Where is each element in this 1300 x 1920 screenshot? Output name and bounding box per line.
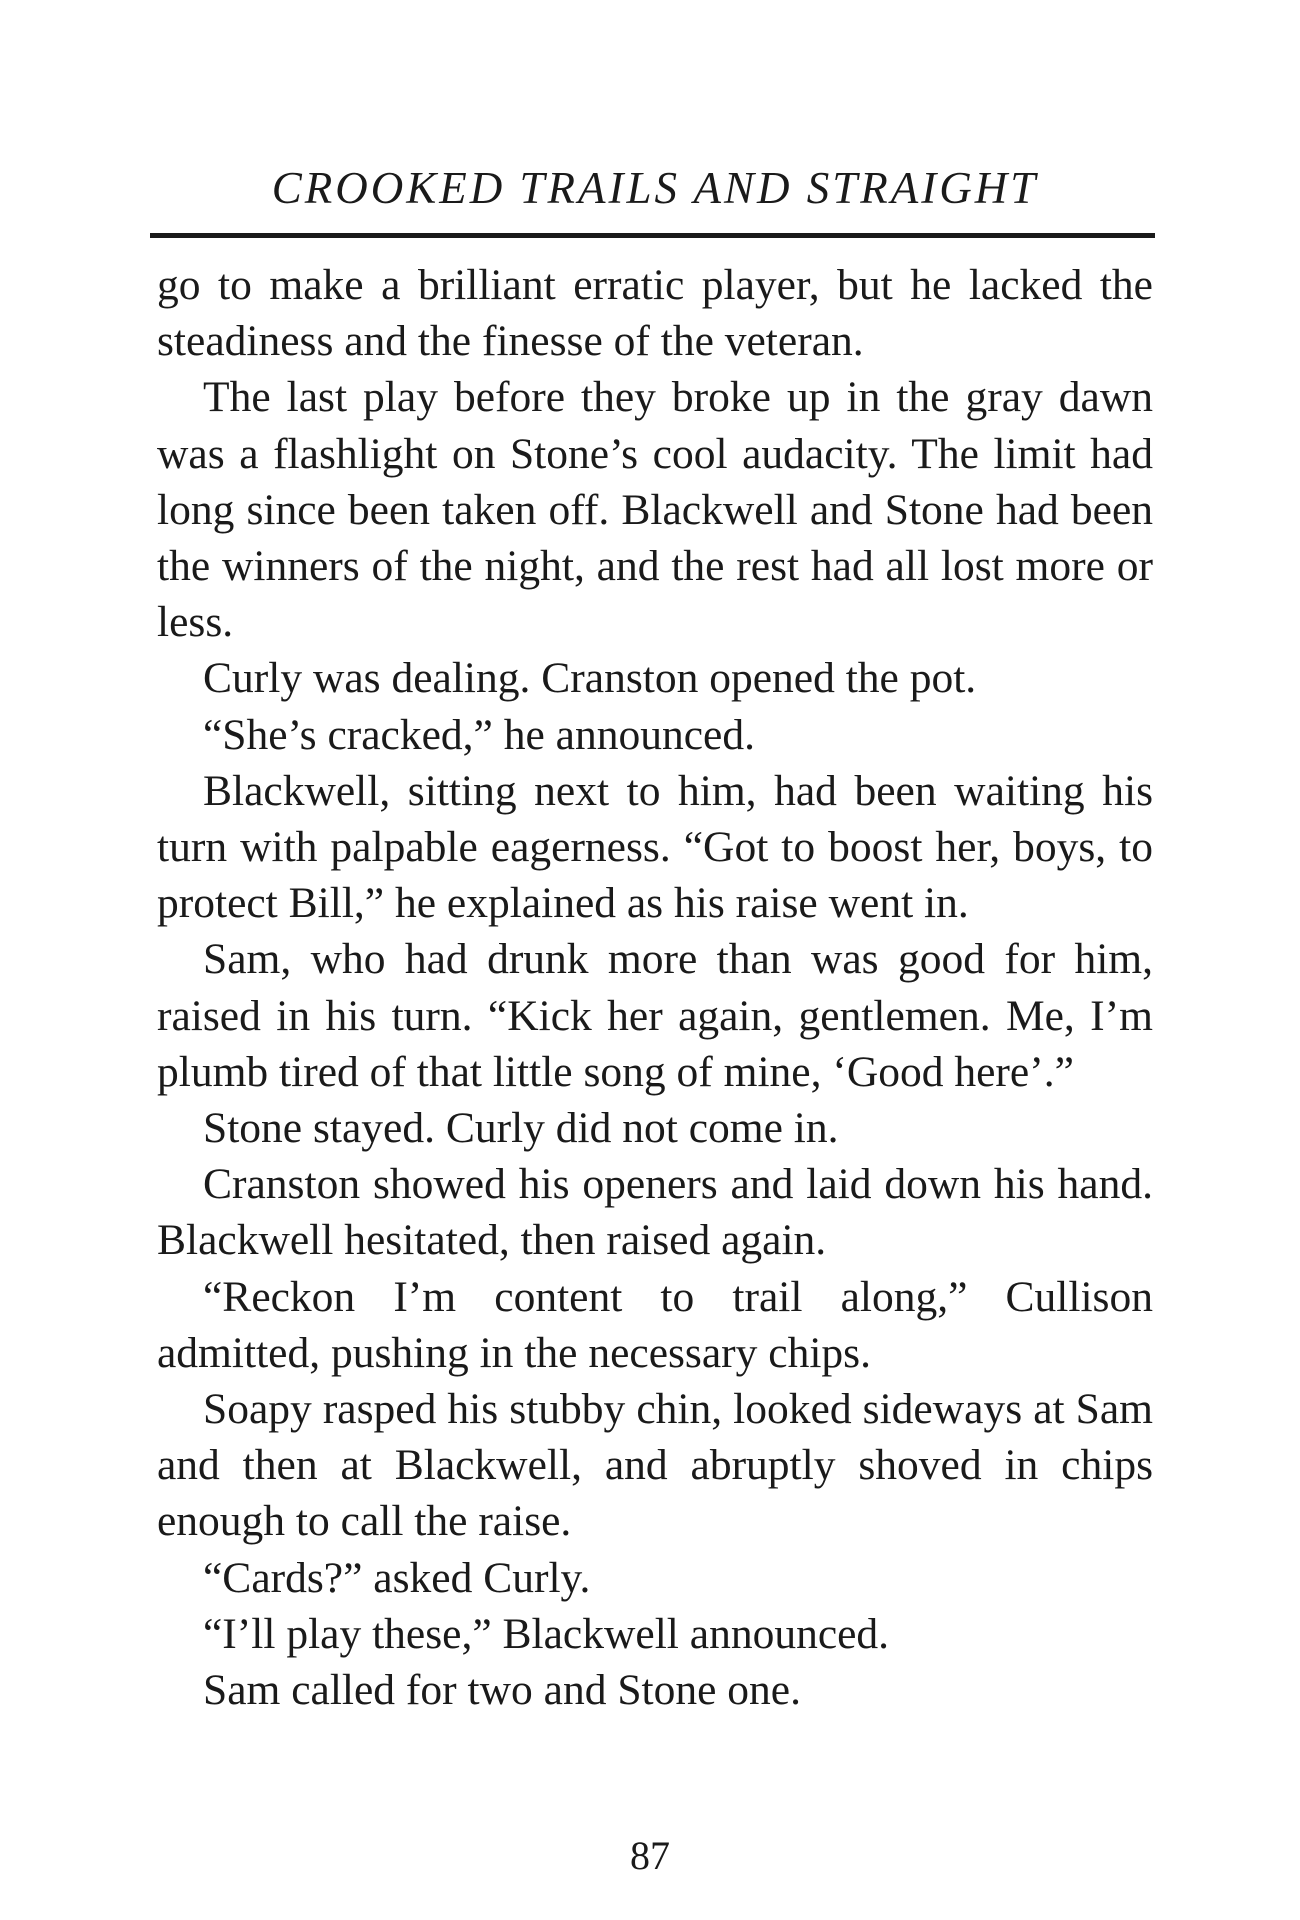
paragraph: “Reckon I’m content to trail along,” Cullison admitted, pushing in the necessary chips.	[157, 1272, 1153, 1377]
page-number: 87	[630, 1833, 670, 1878]
paragraph: Stone stayed. Curly did not come in.	[203, 1104, 839, 1153]
paragraph: “I’ll play these,” Blackwell announced.	[203, 1609, 890, 1658]
body-text	[157, 257, 1153, 1718]
paragraph: Curly was dealing. Cranston opened the pot.	[203, 654, 977, 703]
running-title: CROOKED TRAILS AND STRAIGHT	[271, 163, 1039, 213]
paragraph: Blackwell, sitting next to him, had been waiting his turn with palpable eagerness. “Got to boost her, boys, to protect Bill,” he explained as his raise went in.	[157, 766, 1153, 928]
paragraph: The last play before they broke up in the gray dawn was a flashlight on Stone’s cool audacity. The limit had long since been taken off. Blackwell and Stone had been the winners of the night, and the rest had all lost more or less.	[157, 373, 1153, 647]
paragraph: Cranston showed his openers and laid down his hand. Blackwell hesitated, then raised again.	[157, 1160, 1153, 1265]
paragraph: Sam, who had drunk more than was good for him, raised in his turn. “Kick her again, gentlemen. Me, I’m plumb tired of that little song of mine, ‘Good here’.”	[157, 935, 1153, 1096]
paragraph: go to make a brilliant erratic player, but he lacked the steadiness and the finesse of the veteran.	[157, 261, 1153, 366]
paragraph: “She’s cracked,” he announced.	[203, 710, 755, 759]
paragraph: Sam called for two and Stone one.	[203, 1666, 801, 1715]
header-rule	[150, 233, 1155, 238]
paragraph: Soapy rasped his stubby chin, looked sideways at Sam and then at Blackwell, and abruptly shoved in chips enough to call the raise.	[157, 1385, 1153, 1546]
paragraph: “Cards?” asked Curly.	[203, 1553, 591, 1602]
